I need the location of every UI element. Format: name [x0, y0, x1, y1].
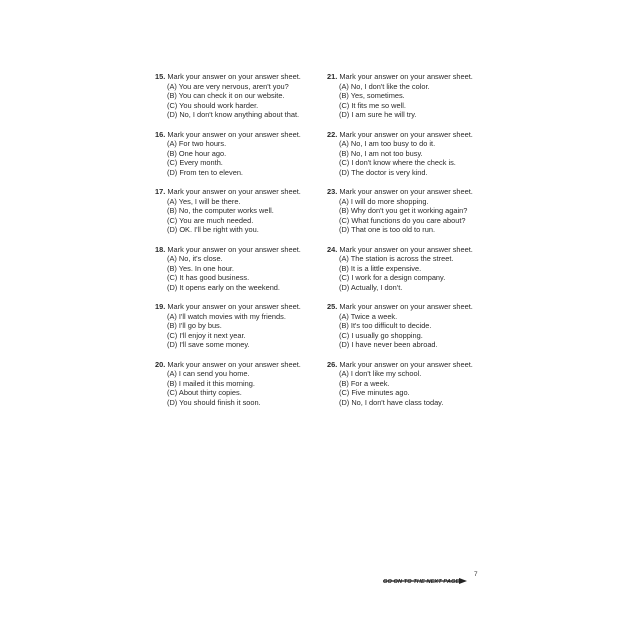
- answer-choice: (C) What functions do you care about?: [339, 215, 466, 225]
- answer-choice: (D) I am sure he will try.: [339, 110, 417, 120]
- answer-choices: [155, 82, 325, 120]
- answer-choice: (B) It is a little expensive.: [339, 263, 422, 273]
- question-prompt: Mark your answer on your answer sheet.: [167, 72, 301, 81]
- answer-choice: (B) You can check it on our website.: [167, 91, 285, 101]
- answer-choices: [155, 254, 325, 292]
- question-item: [155, 130, 325, 188]
- answer-choice: (C) It has good business.: [167, 273, 250, 283]
- answer-choice: (B) It's too difficult to decide.: [339, 321, 432, 331]
- answer-choice: (B) I'll go by bus.: [167, 321, 222, 331]
- answer-choices: [155, 197, 325, 235]
- question-header: [155, 130, 325, 140]
- answer-choice: (D) It opens early on the weekend.: [167, 282, 280, 292]
- question-number: 24.: [327, 244, 338, 254]
- answer-choice: (C) It fits me so well.: [339, 100, 406, 110]
- question-header: [155, 245, 325, 255]
- answer-choice: (C) I don't know where the check is.: [339, 158, 456, 168]
- answer-choice: (B) For a week.: [339, 378, 390, 388]
- answer-choices: [155, 369, 325, 407]
- answer-choices: [327, 197, 497, 235]
- question-item: [155, 360, 325, 418]
- answer-choice: (A) No, I don't like the color.: [339, 81, 430, 91]
- right-arrow-icon: [383, 578, 467, 584]
- question-prompt: Mark your answer on your answer sheet.: [167, 187, 301, 196]
- answer-choice: (A) I don't like my school.: [339, 369, 422, 379]
- answer-choices: [327, 139, 497, 177]
- answer-choice: (A) I'll watch movies with my friends.: [167, 311, 286, 321]
- question-number: 16.: [155, 129, 166, 139]
- question-prompt: Mark your answer on your answer sheet.: [167, 302, 301, 311]
- answer-choice: (A) The station is across the street.: [339, 254, 454, 264]
- question-header: [155, 360, 325, 370]
- question-item: [327, 72, 497, 130]
- question-column-left: [155, 72, 325, 417]
- answer-choice: (D) From ten to eleven.: [167, 167, 243, 177]
- answer-choice: (C) I usually go shopping.: [339, 330, 423, 340]
- question-prompt: Mark your answer on your answer sheet.: [339, 302, 473, 311]
- question-header: [327, 360, 497, 370]
- question-header: [327, 130, 497, 140]
- answer-choice: (B) Yes, sometimes.: [339, 91, 405, 101]
- question-header: [327, 187, 497, 197]
- answer-choice: (B) No, I am not too busy.: [339, 148, 423, 158]
- go-on-instruction: GO ON TO THE NEXT PAGE: [383, 579, 460, 585]
- question-number: 20.: [155, 359, 166, 369]
- answer-choice: (D) That one is too old to run.: [339, 225, 435, 235]
- answer-choice: (D) OK. I'll be right with you.: [167, 225, 259, 235]
- question-number: 23.: [327, 187, 338, 196]
- question-header: [327, 302, 497, 312]
- question-number: 18.: [155, 244, 166, 254]
- answer-choices: [155, 312, 325, 350]
- question-prompt: Mark your answer on your answer sheet.: [339, 129, 473, 139]
- answer-choice: (C) Five minutes ago.: [339, 388, 410, 398]
- page-number: 7: [474, 571, 478, 578]
- question-number: 15.: [155, 72, 166, 81]
- question-number: 19.: [155, 302, 166, 311]
- answer-choice: (D) Actually, I don't.: [339, 282, 403, 292]
- question-prompt: Mark your answer on your answer sheet.: [167, 129, 301, 139]
- answer-choices: [327, 369, 497, 407]
- question-item: [327, 130, 497, 188]
- question-number: 25.: [327, 302, 338, 311]
- answer-choices: [327, 82, 497, 120]
- answer-choice: (A) You are very nervous, aren't you?: [167, 81, 289, 91]
- answer-choice: (C) Every month.: [167, 158, 223, 168]
- answer-choice: (A) I will do more shopping.: [339, 196, 429, 206]
- page-footer: [383, 570, 483, 588]
- question-prompt: Mark your answer on your answer sheet.: [339, 244, 473, 254]
- answer-choices: [155, 139, 325, 177]
- answer-choice: (D) No, I don't know anything about that.: [167, 110, 300, 120]
- question-header: [327, 245, 497, 255]
- answer-choice: (B) Yes. In one hour.: [167, 263, 234, 273]
- answer-choice: (A) Yes, I will be there.: [167, 196, 241, 206]
- question-column-right: [327, 72, 497, 417]
- answer-choice: (C) You are much needed.: [167, 215, 254, 225]
- answer-choice: (B) I mailed it this morning.: [167, 378, 255, 388]
- question-item: [327, 187, 497, 245]
- question-number: 21.: [327, 72, 338, 81]
- answer-choice: (D) I have never been abroad.: [339, 340, 438, 350]
- question-header: [327, 72, 497, 82]
- answer-choice: (A) I can send you home.: [167, 369, 250, 379]
- question-item: [327, 245, 497, 303]
- answer-choices: [327, 312, 497, 350]
- answer-choice: (A) No, it's close.: [167, 254, 223, 264]
- answer-choice: (D) I'll save some money.: [167, 340, 250, 350]
- answer-choice: (B) One hour ago.: [167, 148, 227, 158]
- answer-choice: (C) I work for a design company.: [339, 273, 446, 283]
- question-header: [155, 72, 325, 82]
- answer-choice: (C) I'll enjoy it next year.: [167, 330, 246, 340]
- answer-choice: (C) About thirty copies.: [167, 388, 242, 398]
- answer-choice: (C) You should work harder.: [167, 100, 259, 110]
- question-item: [327, 302, 497, 360]
- question-number: 26.: [327, 359, 338, 369]
- question-item: [155, 72, 325, 130]
- question-prompt: Mark your answer on your answer sheet.: [339, 72, 473, 81]
- answer-choice: (A) Twice a week.: [339, 311, 398, 321]
- answer-choice: (D) No, I don't have class today.: [339, 397, 444, 407]
- answer-choices: [327, 254, 497, 292]
- answer-choice: (A) For two hours.: [167, 139, 227, 149]
- question-header: [155, 302, 325, 312]
- answer-choice: (B) Why don't you get it working again?: [339, 206, 468, 216]
- question-prompt: Mark your answer on your answer sheet.: [167, 359, 301, 369]
- question-number: 17.: [155, 187, 166, 196]
- question-number: 22.: [327, 129, 338, 139]
- question-prompt: Mark your answer on your answer sheet.: [339, 359, 473, 369]
- question-prompt: Mark your answer on your answer sheet.: [167, 244, 301, 254]
- answer-choice: (D) The doctor is very kind.: [339, 167, 428, 177]
- answer-choice: (A) No, I am too busy to do it.: [339, 139, 436, 149]
- question-item: [155, 245, 325, 303]
- question-prompt: Mark your answer on your answer sheet.: [339, 187, 473, 196]
- question-header: [155, 187, 325, 197]
- answer-choice: (D) You should finish it soon.: [167, 397, 261, 407]
- answer-choice: (B) No, the computer works well.: [167, 206, 274, 216]
- question-item: [155, 187, 325, 245]
- question-item: [327, 360, 497, 418]
- question-item: [155, 302, 325, 360]
